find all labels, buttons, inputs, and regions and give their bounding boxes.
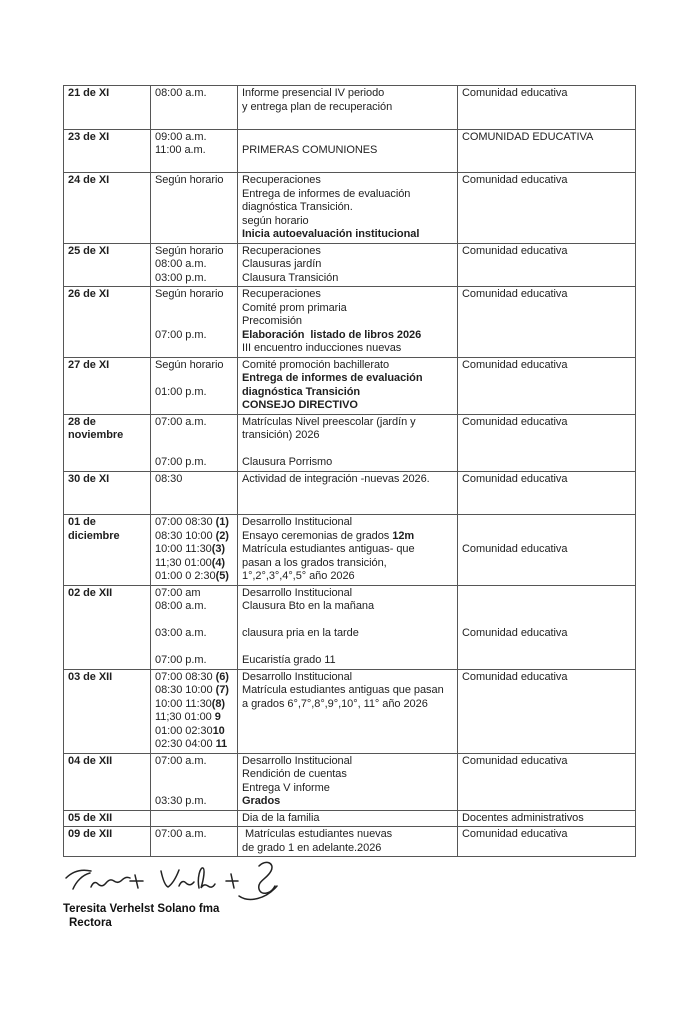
text-line: 26 de XI xyxy=(68,288,110,300)
cell-times xyxy=(151,357,238,414)
cell-date xyxy=(64,471,151,515)
text-line xyxy=(155,429,233,443)
cell-audience xyxy=(458,515,636,586)
text-line: Matrícula estudiantes antiguas- que xyxy=(242,543,415,555)
text-line: 03:00 a.m. xyxy=(155,627,207,639)
cell-date xyxy=(64,669,151,753)
text-line xyxy=(155,302,233,316)
text-line: Comité prom primaria xyxy=(242,301,347,314)
text-line: Dia de la familia xyxy=(242,811,320,824)
text-line: Clausuras jardín xyxy=(242,258,322,270)
schedule-table-body xyxy=(64,86,636,857)
table-row xyxy=(64,753,636,810)
text-line: Matrícula estudiantes antiguas que pasan xyxy=(242,684,444,696)
cell-times xyxy=(151,515,238,586)
text-line: Actividad de integración -nuevas 2026. xyxy=(242,472,430,485)
text-line: diciembre xyxy=(68,529,120,542)
cell-times xyxy=(151,287,238,358)
text-line: 08:00 a.m. xyxy=(155,600,207,612)
text-line: y entrega plan de recuperación xyxy=(242,100,393,113)
cell-activities xyxy=(238,515,458,586)
text-line: Comunidad educativa xyxy=(462,174,568,186)
cell-audience xyxy=(458,669,636,753)
text-line: Entrega de informes de evaluación xyxy=(242,187,411,200)
signatory-title: Rectora xyxy=(69,917,112,929)
cell-activities xyxy=(238,287,458,358)
cell-date xyxy=(64,515,151,586)
text-line: 03:00 p.m. xyxy=(155,271,207,284)
text-line: 30 de XI xyxy=(68,472,110,485)
text-line: Comunidad educativa xyxy=(462,828,568,840)
text-line: 08:00 a.m. xyxy=(155,258,207,270)
text-line xyxy=(155,443,233,457)
text-line xyxy=(462,530,631,544)
text-line: Matrículas Nivel preescolar (jardín y xyxy=(242,415,416,428)
text-line: Desarrollo Institucional xyxy=(242,516,353,528)
text-line: 03 de XII xyxy=(68,670,113,683)
text-line: noviembre xyxy=(68,429,124,441)
text-line: Según horario xyxy=(155,358,224,371)
text-line: 07:00 a.m. xyxy=(155,828,207,840)
cell-times xyxy=(151,471,238,515)
table-row xyxy=(64,173,636,244)
text-line: Comunidad educativa xyxy=(462,87,568,99)
text-line: 01:00 p.m. xyxy=(155,385,207,398)
cell-times xyxy=(151,585,238,669)
text-line xyxy=(462,587,631,601)
text-line: 07:00 p.m. xyxy=(155,328,207,341)
text-line: 02 de XII xyxy=(68,586,113,599)
cell-date xyxy=(64,129,151,173)
text-line: Comunidad educativa xyxy=(462,358,568,371)
cell-activities xyxy=(238,357,458,414)
text-line xyxy=(462,614,631,628)
text-line: Clausura Transición xyxy=(242,271,339,284)
text-line: Recuperaciones xyxy=(242,288,321,300)
text-line: Eucaristía grado 11 xyxy=(242,654,336,666)
text-line: 28 de xyxy=(68,415,96,428)
text-line: Docentes administrativos xyxy=(462,811,584,824)
text-line: COMUNIDAD EDUCATIVA xyxy=(462,130,594,143)
table-row xyxy=(64,414,636,471)
text-line: Según horario xyxy=(155,244,224,257)
text-line: 11:00 a.m. xyxy=(155,144,206,156)
cell-audience xyxy=(458,585,636,669)
table-row xyxy=(64,357,636,414)
text-line: Según horario xyxy=(155,174,224,186)
cell-date xyxy=(64,414,151,471)
text-line: 10:00 11:30(3) xyxy=(155,543,226,555)
text-line: 09:00 a.m. xyxy=(155,130,207,143)
text-line: 04 de XII xyxy=(68,754,113,767)
text-line: 02:30 04:00 11 xyxy=(155,738,228,750)
text-line: Rendición de cuentas xyxy=(242,768,347,780)
text-line xyxy=(242,486,453,500)
cell-times xyxy=(151,414,238,471)
cell-audience xyxy=(458,810,636,827)
cell-audience xyxy=(458,357,636,414)
text-line: 01:00 02:3010 xyxy=(155,724,225,737)
cell-audience xyxy=(458,129,636,173)
cell-activities xyxy=(238,173,458,244)
text-line: III encuentro inducciones nuevas xyxy=(242,342,402,354)
cell-audience xyxy=(458,173,636,244)
cell-times xyxy=(151,669,238,753)
cell-activities xyxy=(238,243,458,287)
text-line xyxy=(462,600,631,614)
text-line: 10:00 11:30(8) xyxy=(155,697,226,710)
table-row xyxy=(64,129,636,173)
cell-times xyxy=(151,810,238,827)
text-line: Comunidad educativa xyxy=(462,415,568,428)
text-line: 05 de XII xyxy=(68,811,113,824)
cell-activities xyxy=(238,669,458,753)
text-line: Desarrollo Institucional xyxy=(242,670,353,683)
text-line: a grados 6°,7°,8°,9°,10°, 11° año 2026 xyxy=(242,697,428,710)
text-line: 09 de XII xyxy=(68,828,113,840)
cell-activities xyxy=(238,827,458,857)
cell-audience xyxy=(458,827,636,857)
text-line: de grado 1 en adelante.2026 xyxy=(242,841,382,854)
text-line xyxy=(242,158,453,172)
cell-audience xyxy=(458,243,636,287)
cell-audience xyxy=(458,86,636,130)
table-row xyxy=(64,471,636,515)
cell-activities xyxy=(238,471,458,515)
text-line xyxy=(155,641,233,655)
cell-activities xyxy=(238,753,458,810)
text-line: Matrículas estudiantes nuevas xyxy=(242,828,393,840)
text-line: CONSEJO DIRECTIVO xyxy=(242,399,358,411)
text-line xyxy=(242,131,453,145)
text-line xyxy=(155,812,233,826)
text-line: Entrega V informe xyxy=(242,781,330,794)
text-line: 01 de xyxy=(68,516,96,528)
text-line: transición) 2026 xyxy=(242,429,320,441)
cell-date xyxy=(64,810,151,827)
text-line: 07:00 a.m. xyxy=(155,754,207,767)
cell-activities xyxy=(238,86,458,130)
cell-date xyxy=(64,173,151,244)
text-line xyxy=(155,315,233,329)
cell-date xyxy=(64,585,151,669)
cell-times xyxy=(151,243,238,287)
text-line: 08:30 10:00 (2) xyxy=(155,529,229,542)
text-line xyxy=(242,614,453,628)
signature-block xyxy=(63,856,293,930)
cell-times xyxy=(151,173,238,244)
table-row xyxy=(64,287,636,358)
cell-date xyxy=(64,753,151,810)
table-row xyxy=(64,810,636,827)
cell-times xyxy=(151,86,238,130)
text-line: Precomisión xyxy=(242,315,302,327)
text-line: diagnóstica Transición xyxy=(242,385,361,398)
text-line: 25 de XI xyxy=(68,244,110,257)
text-line: Recuperaciones xyxy=(242,244,321,257)
text-line: 11;30 01:00 9 xyxy=(155,711,221,723)
cell-activities xyxy=(238,585,458,669)
cell-audience xyxy=(458,753,636,810)
text-line: según horario xyxy=(242,214,309,227)
cell-date xyxy=(64,287,151,358)
text-line xyxy=(242,114,453,128)
text-line: 07:00 08:30 (6) xyxy=(155,670,229,683)
cell-activities xyxy=(238,810,458,827)
text-line: Informe presencial IV periodo xyxy=(242,87,385,99)
table-row xyxy=(64,585,636,669)
text-line: diagnóstica Transición. xyxy=(242,201,353,213)
text-line xyxy=(155,372,233,386)
cell-audience xyxy=(458,471,636,515)
cell-audience xyxy=(458,414,636,471)
text-line: 08:00 a.m. xyxy=(155,87,207,99)
text-line: Recuperaciones xyxy=(242,174,321,186)
text-line: 24 de XI xyxy=(68,174,110,186)
text-line: 21 de XI xyxy=(68,87,110,99)
text-line: Clausura Bto en la mañana xyxy=(242,600,375,612)
text-line: Desarrollo Institucional xyxy=(242,754,353,767)
table-row xyxy=(64,243,636,287)
text-line: 27 de XI xyxy=(68,358,110,371)
table-row xyxy=(64,515,636,586)
text-line: 07:00 p.m. xyxy=(155,654,207,666)
text-line xyxy=(242,443,453,457)
cell-activities xyxy=(238,129,458,173)
text-line xyxy=(155,614,233,628)
cell-times xyxy=(151,129,238,173)
text-line: Comunidad educativa xyxy=(462,670,568,683)
text-line: Comunidad educativa xyxy=(462,472,568,485)
signatory-name: Teresita Verhelst Solano fma xyxy=(63,903,220,915)
text-line: Entrega de informes de evaluación xyxy=(242,372,423,384)
cell-date xyxy=(64,357,151,414)
schedule-table xyxy=(63,85,636,857)
text-line xyxy=(155,768,233,782)
text-line: 01:00 0 2:30(5) xyxy=(155,570,229,582)
text-line: Comunidad educativa xyxy=(462,754,568,767)
table-row xyxy=(64,827,636,857)
text-line: Según horario xyxy=(155,288,224,300)
text-line: Grados xyxy=(242,795,281,807)
text-line: 03:30 p.m. xyxy=(155,795,207,807)
cell-activities xyxy=(238,414,458,471)
text-line xyxy=(462,516,631,530)
text-line: Inicia autoevaluación institucional xyxy=(242,228,420,240)
text-line xyxy=(242,500,453,514)
text-line: pasan a los grados transición, xyxy=(242,556,387,569)
text-line: Comunidad educativa xyxy=(462,288,568,300)
cell-date xyxy=(64,86,151,130)
text-line: Clausura Porrismo xyxy=(242,456,333,468)
text-line: 07:00 a.m. xyxy=(155,415,207,428)
text-line: Comunidad educativa xyxy=(462,244,568,257)
text-line: Desarrollo Institucional xyxy=(242,586,353,599)
text-line: 07:00 am xyxy=(155,586,201,599)
text-line: 23 de XI xyxy=(68,130,110,143)
text-line: PRIMERAS COMUNIONES xyxy=(242,144,378,156)
text-line: 1°,2°,3°,4°,5° año 2026 xyxy=(242,570,355,582)
text-line: Comité promoción bachillerato xyxy=(242,358,390,371)
text-line xyxy=(242,641,453,655)
table-row xyxy=(64,669,636,753)
text-line: Ensayo ceremonias de grados 12m xyxy=(242,529,415,542)
text-line: 08:30 10:00 (7) xyxy=(155,684,229,696)
text-line: 07:00 p.m. xyxy=(155,456,207,468)
cell-audience xyxy=(458,287,636,358)
cell-times xyxy=(151,827,238,857)
cell-times xyxy=(151,753,238,810)
cell-date xyxy=(64,827,151,857)
text-line: clausura pria en la tarde xyxy=(242,627,359,639)
text-line: Comunidad educativa xyxy=(462,543,568,555)
cell-date xyxy=(64,243,151,287)
handwritten-signature xyxy=(63,856,293,902)
text-line: 07:00 08:30 (1) xyxy=(155,516,229,528)
text-line: Elaboración listado de libros 2026 xyxy=(242,328,422,341)
text-line: 11;30 01:00(4) xyxy=(155,556,226,569)
text-line xyxy=(155,782,233,796)
text-line: Comunidad educativa xyxy=(462,627,568,639)
text-line: 08:30 xyxy=(155,472,183,485)
table-row xyxy=(64,86,636,130)
